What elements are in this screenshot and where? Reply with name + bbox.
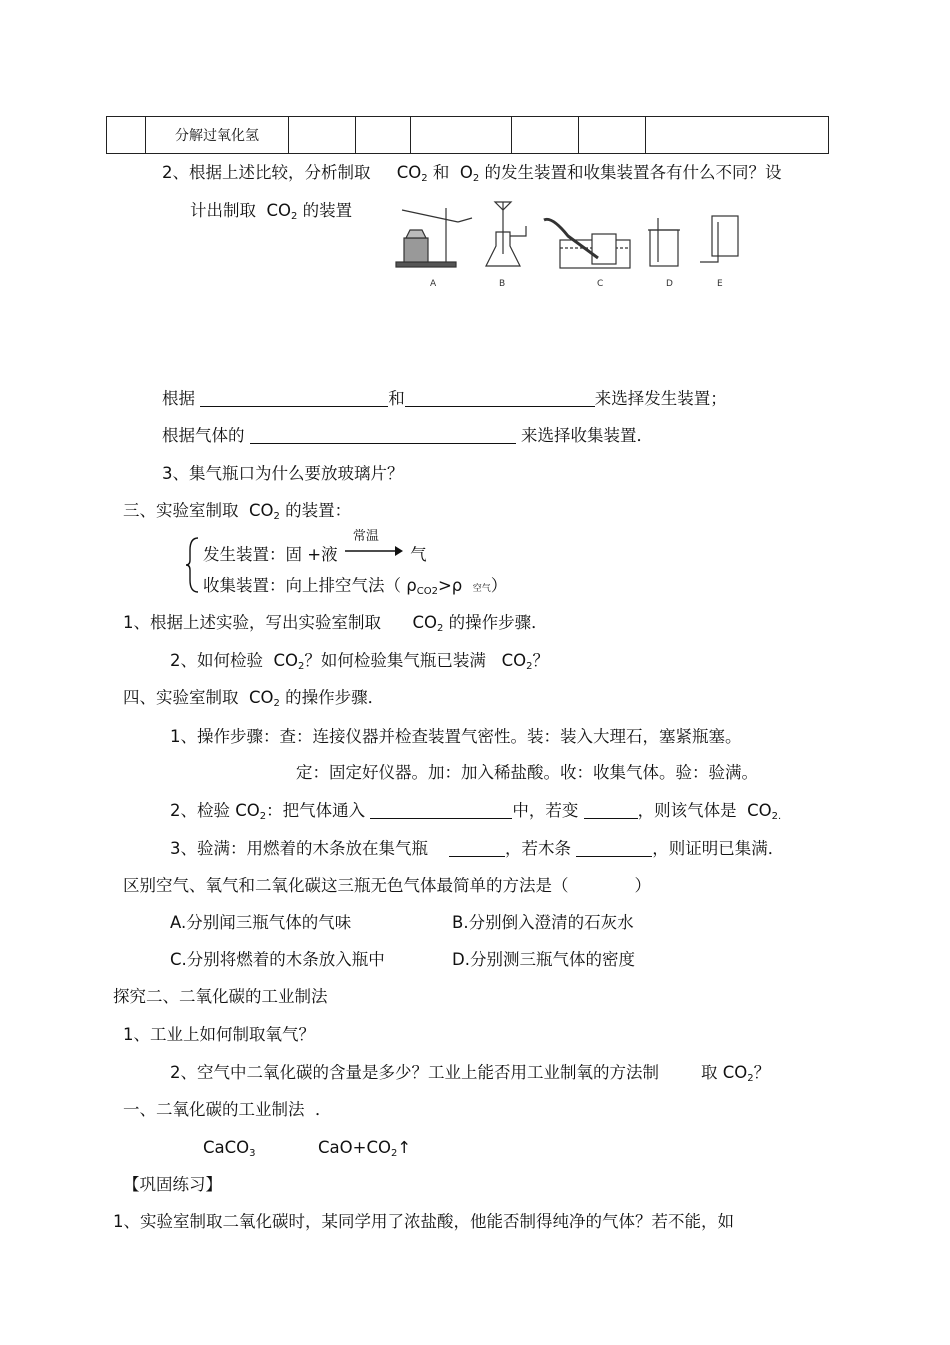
table-cell	[411, 117, 512, 154]
mcq-option-d[interactable]: D.分别测三瓶气体的密度	[452, 950, 635, 969]
question-2-line-2: 计出制取 CO2 的装置	[190, 201, 353, 222]
blank-5[interactable]	[584, 802, 638, 819]
table-cell	[107, 117, 146, 154]
apparatus-a	[396, 208, 472, 267]
operation-step-3: 3、验满：用燃着的木条放在集气瓶 ，若木条 ，则证明已集满．	[170, 839, 785, 858]
blank-6[interactable]	[449, 840, 505, 857]
mcq-stem: 区别空气、氧气和二氧化碳这三瓶无色气体最简单的方法是（ ）	[123, 876, 651, 895]
table-cell	[289, 117, 356, 154]
question-2-line-1: 2、根据上述比较，分析制取 CO2 和 O2 的发生装置和收集装置各有什么不同？设	[162, 163, 782, 184]
generation-device: 发生装置：固 +液 常温 气	[203, 529, 427, 564]
industrial-heading: 一、二氧化碳的工业制法 ．	[123, 1100, 332, 1119]
practice-question-1: 1、实验室制取二氧化碳时，某同学用了浓盐酸，他能否制得纯净的气体？若不能，如	[113, 1212, 734, 1231]
blank-4[interactable]	[370, 802, 512, 819]
blank-3[interactable]	[250, 427, 516, 444]
consolidate-heading: 【巩固练习】	[123, 1175, 222, 1194]
label-d: D	[666, 279, 673, 289]
operation-step-2: 2、检验 CO2：把气体通入 中，若变 ，则该气体是 CO2.	[170, 801, 782, 822]
table-cell	[356, 117, 411, 154]
table-cell	[646, 117, 829, 154]
blank-1[interactable]	[200, 390, 388, 407]
exploration-2-heading: 探究二、二氧化碳的工业制法	[113, 987, 328, 1006]
label-e: E	[717, 279, 723, 289]
mcq-option-c[interactable]: C.分别将燃着的木条放入瓶中	[170, 950, 385, 969]
apparatus-e	[700, 216, 738, 262]
exploration-2-q1: 1、工业上如何制取氧气？	[123, 1025, 315, 1044]
comparison-table-row	[106, 116, 829, 154]
equation-right: CaO+CO2↑	[318, 1138, 412, 1159]
question-3: 3、集气瓶口为什么要放玻璃片？	[162, 464, 404, 483]
mcq-option-b[interactable]: B.分别倒入澄清的石灰水	[452, 913, 634, 932]
apparatus-c	[544, 219, 630, 268]
table-cell-label: 分解过氧化氢	[146, 117, 289, 154]
step-1: 1、根据上述实验，写出实验室制取 CO2 的操作步骤．	[123, 613, 548, 634]
section-3-heading: 三、实验室制取 CO2 的装置：	[123, 501, 352, 522]
basis-line-1: 根据 和 来选择发生装置；	[162, 389, 727, 408]
mcq-option-a[interactable]: A.分别闻三瓶气体的气味	[170, 913, 352, 932]
table-cell	[512, 117, 579, 154]
collection-device: 收集装置：向上排空气法（ ρCO2>ρ 空气）	[203, 576, 508, 597]
label-b: B	[499, 279, 506, 289]
exploration-2-q2: 2、空气中二氧化碳的含量是多少？工业上能否用工业制氧的方法制 取 CO2？	[170, 1063, 771, 1084]
label-a: A	[430, 279, 437, 289]
label-c: C	[597, 279, 604, 289]
table-cell	[579, 117, 646, 154]
blank-2[interactable]	[405, 390, 595, 407]
section-4-heading: 四、实验室制取 CO2 的操作步骤．	[123, 688, 385, 709]
apparatus-b	[486, 202, 526, 266]
step-2: 2、如何检验 CO2？如何检验集气瓶已装满 CO2？	[170, 651, 550, 672]
equation-left: CaCO3	[203, 1138, 256, 1159]
apparatus-d	[648, 218, 680, 266]
arrow-icon	[343, 538, 405, 560]
operation-step-1-cont: 定：固定好仪器。加：加入稀盐酸。收：收集气体。验：验满。	[296, 763, 758, 782]
blank-7[interactable]	[576, 840, 652, 857]
basis-line-2: 根据气体的 来选择收集装置．	[162, 426, 653, 445]
brace	[186, 536, 200, 594]
operation-step-1: 1、操作步骤：查：连接仪器并检查装置气密性。装：装入大理石，塞紧瓶塞。	[170, 727, 742, 746]
apparatus-figure	[392, 196, 744, 292]
